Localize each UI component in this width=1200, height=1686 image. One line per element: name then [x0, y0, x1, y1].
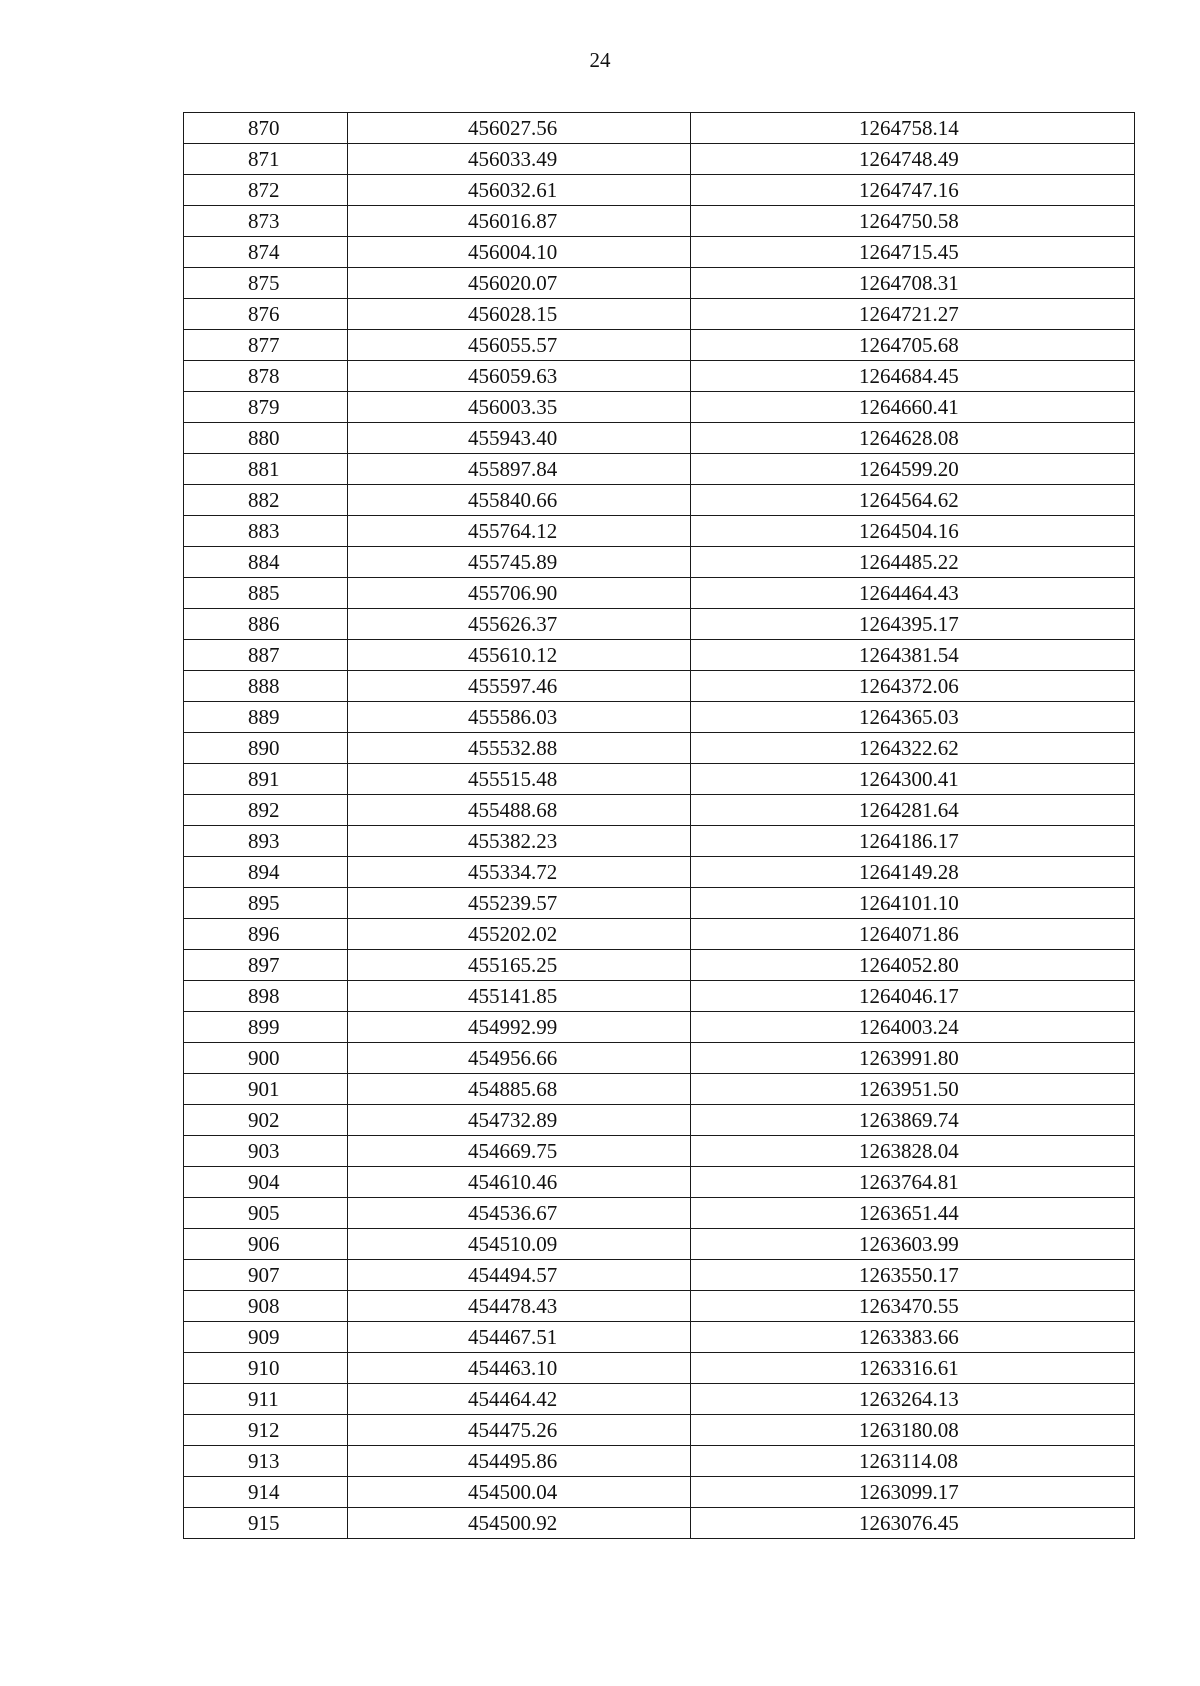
x-coordinate-cell: 456059.63	[348, 361, 691, 392]
x-coordinate-cell: 455706.90	[348, 578, 691, 609]
point-number-cell: 884	[184, 547, 348, 578]
table-row	[184, 1384, 1135, 1415]
point-number-cell: 903	[184, 1136, 348, 1167]
table-row	[184, 609, 1135, 640]
table-row	[184, 1446, 1135, 1477]
table-row	[184, 206, 1135, 237]
x-coordinate-cell: 454500.92	[348, 1508, 691, 1539]
table-row	[184, 795, 1135, 826]
y-coordinate-cell: 1264046.17	[691, 981, 1135, 1012]
x-coordinate-cell: 455597.46	[348, 671, 691, 702]
point-number-cell: 870	[184, 113, 348, 144]
x-coordinate-cell: 455745.89	[348, 547, 691, 578]
y-coordinate-cell: 1264660.41	[691, 392, 1135, 423]
x-coordinate-cell: 455764.12	[348, 516, 691, 547]
x-coordinate-cell: 456003.35	[348, 392, 691, 423]
table-row	[184, 733, 1135, 764]
point-number-cell: 910	[184, 1353, 348, 1384]
x-coordinate-cell: 455840.66	[348, 485, 691, 516]
x-coordinate-cell: 454494.57	[348, 1260, 691, 1291]
x-coordinate-cell: 456027.56	[348, 113, 691, 144]
table-row	[184, 361, 1135, 392]
y-coordinate-cell: 1263764.81	[691, 1167, 1135, 1198]
x-coordinate-cell: 455334.72	[348, 857, 691, 888]
point-number-cell: 907	[184, 1260, 348, 1291]
y-coordinate-cell: 1263869.74	[691, 1105, 1135, 1136]
point-number-cell: 904	[184, 1167, 348, 1198]
y-coordinate-cell: 1263991.80	[691, 1043, 1135, 1074]
table-row	[184, 1105, 1135, 1136]
x-coordinate-cell: 455239.57	[348, 888, 691, 919]
y-coordinate-cell: 1264747.16	[691, 175, 1135, 206]
table-row	[184, 144, 1135, 175]
point-number-cell: 897	[184, 950, 348, 981]
point-number-cell: 895	[184, 888, 348, 919]
y-coordinate-cell: 1264715.45	[691, 237, 1135, 268]
x-coordinate-cell: 456033.49	[348, 144, 691, 175]
x-coordinate-cell: 456020.07	[348, 268, 691, 299]
table-row	[184, 919, 1135, 950]
point-number-cell: 875	[184, 268, 348, 299]
table-row	[184, 175, 1135, 206]
table-row	[184, 888, 1135, 919]
x-coordinate-cell: 454536.67	[348, 1198, 691, 1229]
x-coordinate-cell: 456004.10	[348, 237, 691, 268]
point-number-cell: 876	[184, 299, 348, 330]
point-number-cell: 892	[184, 795, 348, 826]
y-coordinate-cell: 1264101.10	[691, 888, 1135, 919]
y-coordinate-cell: 1264564.62	[691, 485, 1135, 516]
table-row	[184, 1322, 1135, 1353]
y-coordinate-cell: 1264186.17	[691, 826, 1135, 857]
point-number-cell: 881	[184, 454, 348, 485]
y-coordinate-cell: 1263470.55	[691, 1291, 1135, 1322]
table-row	[184, 1198, 1135, 1229]
table-row	[184, 1415, 1135, 1446]
point-number-cell: 882	[184, 485, 348, 516]
x-coordinate-cell: 454885.68	[348, 1074, 691, 1105]
y-coordinate-cell: 1264381.54	[691, 640, 1135, 671]
table-row	[184, 640, 1135, 671]
x-coordinate-cell: 455488.68	[348, 795, 691, 826]
y-coordinate-cell: 1263316.61	[691, 1353, 1135, 1384]
y-coordinate-cell: 1264599.20	[691, 454, 1135, 485]
coordinates-table-body	[184, 113, 1135, 1539]
x-coordinate-cell: 456016.87	[348, 206, 691, 237]
table-row	[184, 702, 1135, 733]
y-coordinate-cell: 1264721.27	[691, 299, 1135, 330]
coordinates-table	[183, 112, 1135, 1539]
point-number-cell: 913	[184, 1446, 348, 1477]
table-row	[184, 1043, 1135, 1074]
x-coordinate-cell: 454610.46	[348, 1167, 691, 1198]
y-coordinate-cell: 1263076.45	[691, 1508, 1135, 1539]
table-row	[184, 299, 1135, 330]
table-row	[184, 392, 1135, 423]
x-coordinate-cell: 454467.51	[348, 1322, 691, 1353]
y-coordinate-cell: 1264322.62	[691, 733, 1135, 764]
point-number-cell: 872	[184, 175, 348, 206]
x-coordinate-cell: 455943.40	[348, 423, 691, 454]
y-coordinate-cell: 1264149.28	[691, 857, 1135, 888]
table-row	[184, 237, 1135, 268]
x-coordinate-cell: 454495.86	[348, 1446, 691, 1477]
table-row	[184, 1167, 1135, 1198]
x-coordinate-cell: 454510.09	[348, 1229, 691, 1260]
x-coordinate-cell: 456028.15	[348, 299, 691, 330]
point-number-cell: 899	[184, 1012, 348, 1043]
point-number-cell: 888	[184, 671, 348, 702]
x-coordinate-cell: 454463.10	[348, 1353, 691, 1384]
x-coordinate-cell: 456055.57	[348, 330, 691, 361]
table-row	[184, 330, 1135, 361]
y-coordinate-cell: 1264628.08	[691, 423, 1135, 454]
y-coordinate-cell: 1264464.43	[691, 578, 1135, 609]
table-row	[184, 1136, 1135, 1167]
x-coordinate-cell: 455532.88	[348, 733, 691, 764]
table-row	[184, 1260, 1135, 1291]
table-row	[184, 671, 1135, 702]
x-coordinate-cell: 454475.26	[348, 1415, 691, 1446]
y-coordinate-cell: 1264748.49	[691, 144, 1135, 175]
table-row	[184, 1012, 1135, 1043]
table-row	[184, 1477, 1135, 1508]
point-number-cell: 890	[184, 733, 348, 764]
y-coordinate-cell: 1264684.45	[691, 361, 1135, 392]
table-row	[184, 1074, 1135, 1105]
point-number-cell: 879	[184, 392, 348, 423]
table-row	[184, 578, 1135, 609]
point-number-cell: 909	[184, 1322, 348, 1353]
x-coordinate-cell: 455515.48	[348, 764, 691, 795]
x-coordinate-cell: 455202.02	[348, 919, 691, 950]
table-row	[184, 826, 1135, 857]
table-row	[184, 1508, 1135, 1539]
point-number-cell: 898	[184, 981, 348, 1012]
y-coordinate-cell: 1263383.66	[691, 1322, 1135, 1353]
table-row	[184, 1229, 1135, 1260]
y-coordinate-cell: 1263114.08	[691, 1446, 1135, 1477]
table-row	[184, 1291, 1135, 1322]
table-row	[184, 423, 1135, 454]
point-number-cell: 893	[184, 826, 348, 857]
table-row	[184, 547, 1135, 578]
y-coordinate-cell: 1264300.41	[691, 764, 1135, 795]
point-number-cell: 886	[184, 609, 348, 640]
y-coordinate-cell: 1264365.03	[691, 702, 1135, 733]
y-coordinate-cell: 1263099.17	[691, 1477, 1135, 1508]
y-coordinate-cell: 1263828.04	[691, 1136, 1135, 1167]
point-number-cell: 883	[184, 516, 348, 547]
table-row	[184, 1353, 1135, 1384]
point-number-cell: 905	[184, 1198, 348, 1229]
point-number-cell: 874	[184, 237, 348, 268]
point-number-cell: 900	[184, 1043, 348, 1074]
y-coordinate-cell: 1264052.80	[691, 950, 1135, 981]
table-row	[184, 516, 1135, 547]
x-coordinate-cell: 454500.04	[348, 1477, 691, 1508]
point-number-cell: 896	[184, 919, 348, 950]
point-number-cell: 887	[184, 640, 348, 671]
x-coordinate-cell: 454992.99	[348, 1012, 691, 1043]
x-coordinate-cell: 454956.66	[348, 1043, 691, 1074]
y-coordinate-cell: 1264758.14	[691, 113, 1135, 144]
y-coordinate-cell: 1264071.86	[691, 919, 1135, 950]
y-coordinate-cell: 1264003.24	[691, 1012, 1135, 1043]
y-coordinate-cell: 1264750.58	[691, 206, 1135, 237]
table-row	[184, 950, 1135, 981]
point-number-cell: 880	[184, 423, 348, 454]
point-number-cell: 901	[184, 1074, 348, 1105]
y-coordinate-cell: 1263603.99	[691, 1229, 1135, 1260]
point-number-cell: 915	[184, 1508, 348, 1539]
point-number-cell: 871	[184, 144, 348, 175]
x-coordinate-cell: 455610.12	[348, 640, 691, 671]
y-coordinate-cell: 1264504.16	[691, 516, 1135, 547]
table-row	[184, 268, 1135, 299]
y-coordinate-cell: 1263651.44	[691, 1198, 1135, 1229]
point-number-cell: 902	[184, 1105, 348, 1136]
x-coordinate-cell: 454669.75	[348, 1136, 691, 1167]
table-row	[184, 764, 1135, 795]
page-number: 24	[589, 48, 611, 72]
x-coordinate-cell: 455165.25	[348, 950, 691, 981]
y-coordinate-cell: 1264395.17	[691, 609, 1135, 640]
y-coordinate-cell: 1263264.13	[691, 1384, 1135, 1415]
x-coordinate-cell: 454464.42	[348, 1384, 691, 1415]
x-coordinate-cell: 454478.43	[348, 1291, 691, 1322]
point-number-cell: 894	[184, 857, 348, 888]
point-number-cell: 912	[184, 1415, 348, 1446]
x-coordinate-cell: 455626.37	[348, 609, 691, 640]
point-number-cell: 885	[184, 578, 348, 609]
point-number-cell: 877	[184, 330, 348, 361]
x-coordinate-cell: 455141.85	[348, 981, 691, 1012]
y-coordinate-cell: 1264485.22	[691, 547, 1135, 578]
table-row	[184, 113, 1135, 144]
point-number-cell: 889	[184, 702, 348, 733]
table-row	[184, 981, 1135, 1012]
y-coordinate-cell: 1264708.31	[691, 268, 1135, 299]
x-coordinate-cell: 455897.84	[348, 454, 691, 485]
x-coordinate-cell: 455586.03	[348, 702, 691, 733]
y-coordinate-cell: 1264281.64	[691, 795, 1135, 826]
point-number-cell: 906	[184, 1229, 348, 1260]
point-number-cell: 873	[184, 206, 348, 237]
x-coordinate-cell: 456032.61	[348, 175, 691, 206]
point-number-cell: 914	[184, 1477, 348, 1508]
point-number-cell: 878	[184, 361, 348, 392]
table-row	[184, 454, 1135, 485]
point-number-cell: 908	[184, 1291, 348, 1322]
y-coordinate-cell: 1263951.50	[691, 1074, 1135, 1105]
x-coordinate-cell: 455382.23	[348, 826, 691, 857]
y-coordinate-cell: 1264705.68	[691, 330, 1135, 361]
point-number-cell: 911	[184, 1384, 348, 1415]
table-row	[184, 857, 1135, 888]
y-coordinate-cell: 1263180.08	[691, 1415, 1135, 1446]
y-coordinate-cell: 1263550.17	[691, 1260, 1135, 1291]
point-number-cell: 891	[184, 764, 348, 795]
x-coordinate-cell: 454732.89	[348, 1105, 691, 1136]
y-coordinate-cell: 1264372.06	[691, 671, 1135, 702]
table-row	[184, 485, 1135, 516]
